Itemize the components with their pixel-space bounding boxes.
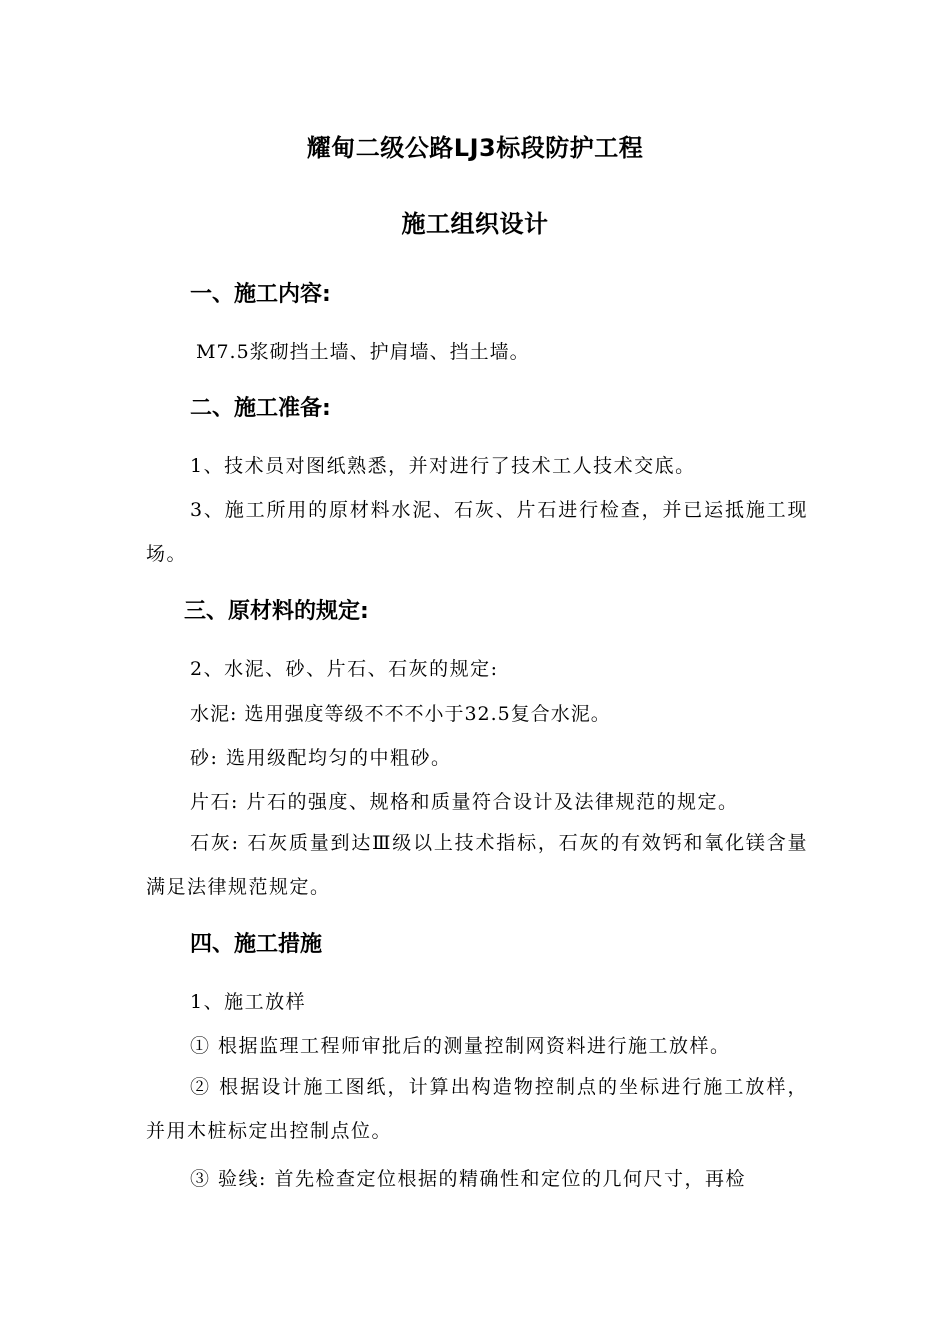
materials-cement: 水泥: 选用强度等级不不不小于32.5复合水泥。 xyxy=(190,703,611,725)
document-title: 耀甸二级公路LJ3标段防护工程 xyxy=(306,134,644,162)
section-heading-preparation: 二、施工准备: xyxy=(190,396,331,421)
section-heading-content: 一、施工内容: xyxy=(190,282,331,307)
materials-item-2: 2、水泥、砂、片石、石灰的规定: xyxy=(190,658,499,680)
materials-lime: 石灰: 石灰质量到达Ⅲ级以上技术指标，石灰的有效钙和氧化镁含量满足法律规范规定。 xyxy=(146,832,808,898)
measures-item-1: 1、施工放样 xyxy=(190,991,307,1013)
document-subtitle: 施工组织设计 xyxy=(401,210,549,238)
measures-step-3: ③ 验线: 首先检查定位根据的精确性和定位的几何尺寸，再检 xyxy=(190,1168,746,1190)
section-heading-measures: 四、施工措施 xyxy=(190,932,323,957)
materials-sand: 砂: 选用级配均匀的中粗砂。 xyxy=(190,747,452,769)
preparation-item-1: 1、技术员对图纸熟悉，并对进行了技术工人技术交底。 xyxy=(190,455,696,477)
section-heading-materials: 三、原材料的规定: xyxy=(184,599,369,624)
measures-step-2: ② 根据设计施工图纸，计算出构造物控制点的坐标进行施工放样，并用木桩标定出控制点位。 xyxy=(146,1076,808,1142)
preparation-item-3: 3、施工所用的原材料水泥、石灰、片石进行检查，并已运抵施工现场。 xyxy=(146,499,808,565)
measures-step-1: ① 根据监理工程师审批后的测量控制网资料进行施工放样。 xyxy=(190,1035,731,1057)
materials-stone: 片石: 片石的强度、规格和质量符合设计及法律规范的规定。 xyxy=(190,791,739,813)
section-content-text: M7.5浆砌挡土墙、护肩墙、挡土墙。 xyxy=(196,341,530,363)
